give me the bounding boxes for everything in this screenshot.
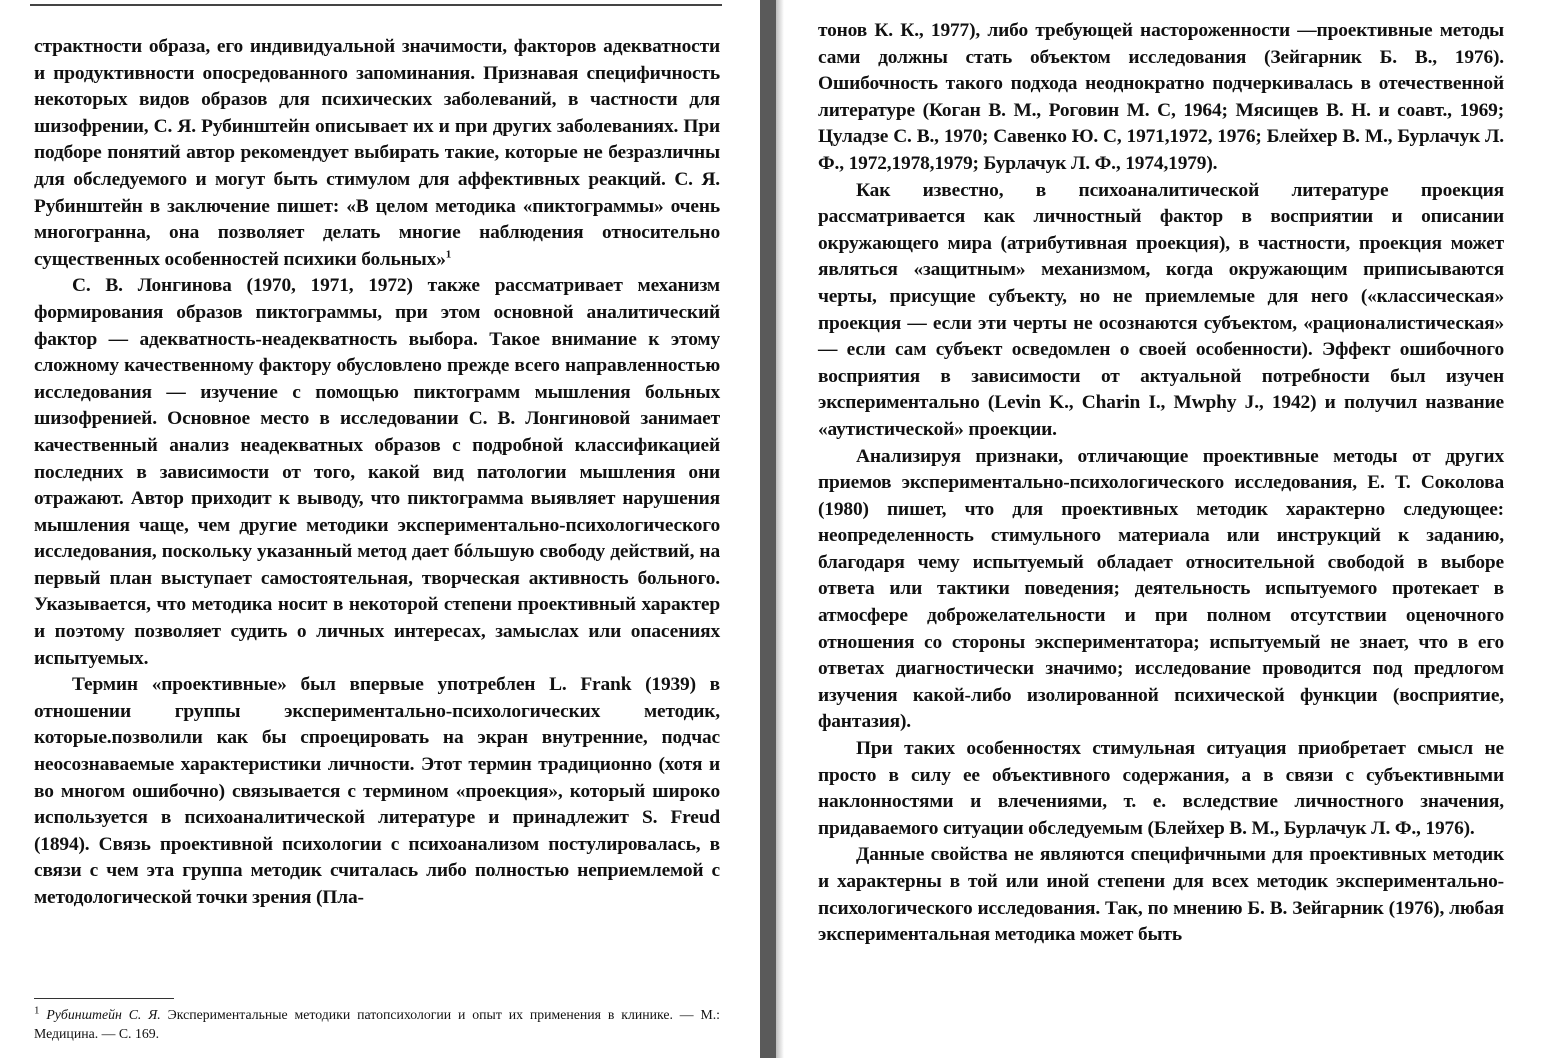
left-paragraph-2: С. В. Лонгинова (1970, 1971, 1972) также рассматривает механизм формирования образов пиктограммы, при этом основной аналитический фактор — адекватность-неадекватность выбора. Такое внимание к этому сложному качественному фактору обусловлено прежде всего направленностью исследования — изучение с помощью пиктограмм мышления больных шизофренией. Основное место в исследовании С. В. Лонгиновой занимает качественный анализ неадекватных образов с подробной классификацией последних в зависимости от того, какой вид патологии мышления они отражают. Автор приходит к выводу, что пиктограмма выявляет нарушения мышления чаще, чем другие методики экспериментально-психологического исследования, поскольку указанный метод дает бóльшую свободу действий, на первый план выступает самостоятельная, творческая активность больного. Указывается, что методика носит в некоторой степени проективный характер и поэтому позволяет судить о личных интересах, замыслах или опасениях испытуемых. <box>34 275 720 669</box>
footnote-author: Рубинштейн С. Я. <box>46 1007 161 1022</box>
right-paragraph-2: Как известно, в психоаналитической литературе проекция рассматривается как личностный фактор в восприятии и описании окружающего мира (атрибутивная проекция), в частности, проекция может являться «защитным» механизмом, когда окружающим приписываются черты, присущие субъекту, но не приемлемые для него («классическая» проекция — если эти черты не осознаются субъектом, «рационалистическая» — если сам субъект осведомлен о своей особенности). Эффект ошибочного восприятия в зависимости от актуальной потребности был изучен экспериментально (Levin K., Charin I., Mwphy J., 1942) и получил название «аутистической» проекции. <box>818 179 1504 440</box>
top-rule <box>30 4 722 6</box>
left-paragraph-1-text: страктности образа, его индивидуальной значимости, факторов адекватности и продуктивности опосредованного запоминания. Признавая специфичность некоторых видов образов для психических заболеваний, в частности для шизофрении, С. Я. Рубинштейн описывает их и при других заболеваниях. При подборе понятий автор рекомендует выбирать такие, которые не безразличны для обследуемого и могут быть стимулом для аффективных реакций. С. Я. Рубинштейн в заключение пишет: «В целом методика «пиктограммы» очень многогранна, она позволяет делать многие наблюдения относительно существенных особенностей психики больных» <box>34 36 720 270</box>
book-gutter <box>760 0 776 1058</box>
left-paragraph-1 <box>34 34 720 273</box>
footnote-text: Экспериментальные методики патопсихологии и опыт их применения в клинике. — М.: Медицина. — С. 169. <box>34 1007 721 1041</box>
footnote-mark: 1 <box>445 248 452 261</box>
gutter-shadow <box>776 0 784 1058</box>
left-page-text <box>34 34 720 912</box>
footnote <box>34 1005 720 1043</box>
footnote-number: 1 <box>34 1004 40 1017</box>
right-paragraph-5: Данные свойства не являются специфичными для проективных методик и характерны в той или иной степени для всех методик экспериментально-психологического исследования. Так, по мнению Б. В. Зейгарник (1976), любая экспериментальная методика может быть <box>818 844 1504 946</box>
right-paragraph-4: При таких особенностях стимульная ситуация приобретает смысл не просто в силу ее объективного содержания, а в связи с субъективными наклонностями и влечениями, т. е. вследствие личностного значения, придаваемого ситуации обследуемым (Блейхер В. М., Бурлачук Л. Ф., 1976). <box>818 738 1504 839</box>
right-paragraph-3: Анализируя признаки, отличающие проективные методы от других приемов экспериментально-психологического исследования, Е. Т. Соколова (1980) пишет, что для проективных методик характерно следующее: неопределенность стимульного материала или инструкций к заданию, благодаря чему испытуемый обладает относительной свободой в выборе ответа или тактики поведения; деятельность испытуемого протекает в атмосфере доброжелательности и при полном отсутствии оценочного отношения со стороны экспериментатора; испытуемый не знает, что в его ответах диагностически значимо; исследование проводится под предлогом изучения какой-либо изолированной психической функции (восприятие, фантазия). <box>818 445 1504 733</box>
left-paragraph-3: Термин «проективные» был впервые употреблен L. Frank (1939) в отношении группы экспериментально-психологических методик, которые.позволили как бы спроецировать на экран внутренние, подчас неосознаваемые характеристики личности. Этот термин традиционно (хотя и во многом ошибочно) связывается с термином «проекция», который широко используется в психоаналитической литературе и принадлежит S. Freud (1894). Связь проективной психологии с психоанализом постулировалась, в связи с чем эта группа методик считалась либо полностью неприемлемой с методологической точки зрения (Пла- <box>34 674 720 908</box>
footnote-rule <box>34 998 174 999</box>
right-paragraph-1: тонов К. К., 1977), либо требующей настороженности —проективные методы сами должны стать объектом исследования (Зейгарник Б. В., 1976). Ошибочность такого подхода неоднократно подчеркивалась в отечественной литературе (Коган В. М., Роговин М. С, 1964; Мясищев В. Н. и соавт., 1969; Цуладзе С. В., 1970; Савенко Ю. С, 1971,1972, 1976; Блейхер В. М., Бурлачук Л. Ф., 1972,1978,1979; Бурлачук Л. Ф., 1974,1979). <box>818 20 1504 174</box>
right-page-text <box>818 18 1504 949</box>
